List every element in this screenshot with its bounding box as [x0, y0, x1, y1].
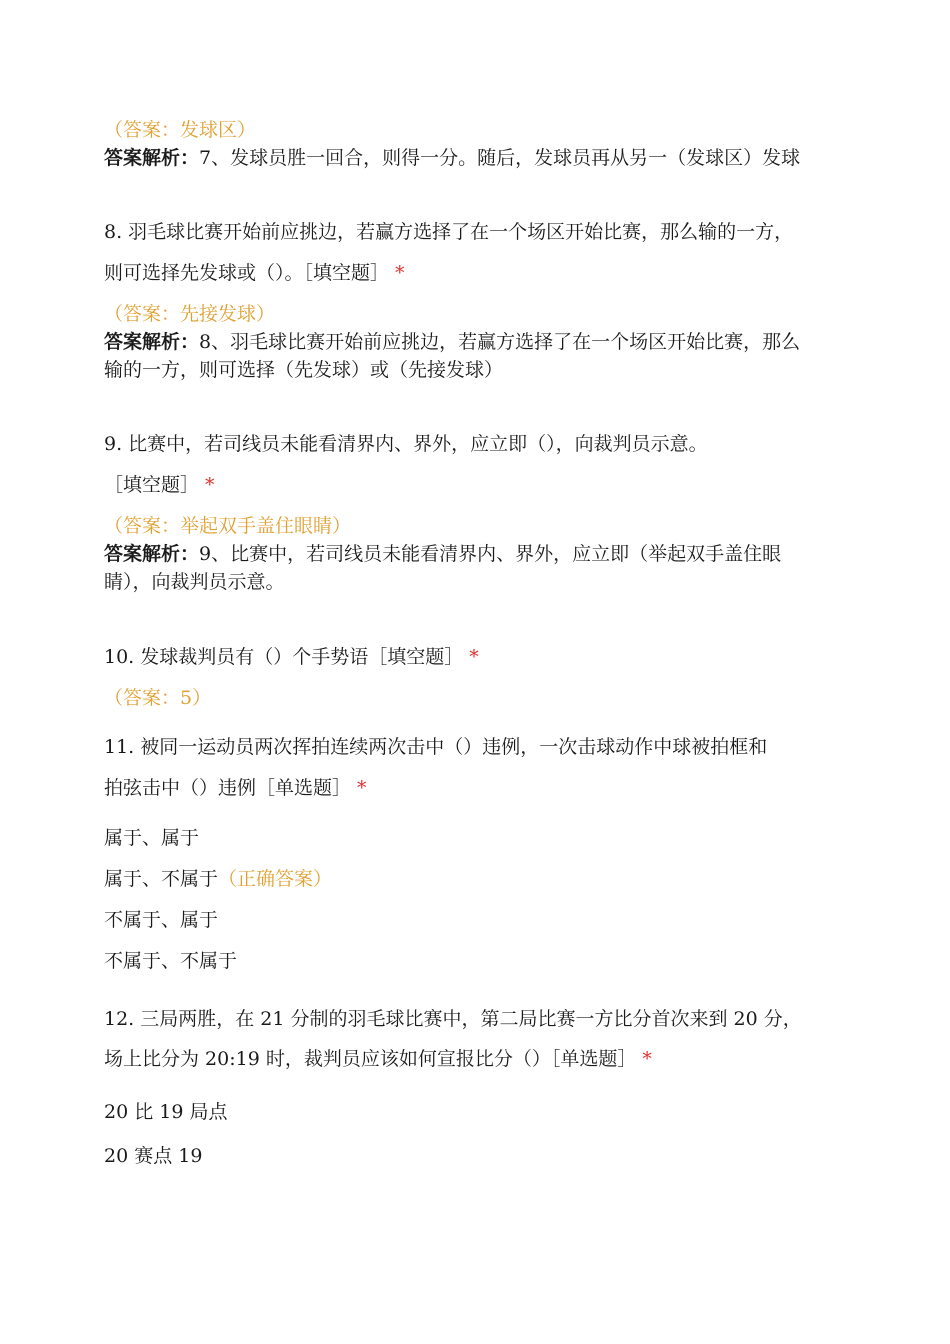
q11-option-2: [104, 866, 332, 892]
q9-explanation-line1: [104, 541, 781, 567]
q12-question-line1: 12. 三局两胜，在 21 分制的羽毛球比赛中，第二局比赛一方比分首次来到 20 分，: [104, 1008, 802, 1030]
q11-question-text: 拍弦击中（）违例［单选题］: [104, 777, 352, 799]
q12-question-line2: [104, 1046, 652, 1072]
q11-option-3: 不属于、属于: [104, 909, 219, 931]
q12-question-text: 场上比分为 20:19 时，裁判员应该如何宣报比分（）［单选题］: [104, 1048, 637, 1070]
explanation-label: 答案解析：: [104, 147, 200, 169]
q7-explanation: [104, 145, 800, 171]
required-star: *: [642, 1048, 652, 1070]
q11-question-line1: 11. 被同一运动员两次挥拍连续两次击中（）违例，一次击球动作中球被拍框和: [104, 736, 768, 758]
q8-explanation-line2: 输的一方，则可选择（先发球）或（先接发球）: [104, 359, 504, 381]
required-star: *: [395, 262, 405, 284]
q8-question-text: 则可选择先发球或（）。［填空题］: [104, 262, 390, 284]
q9-question-line1: 9. 比赛中，若司线员未能看清界内、界外，应立即（），向裁判员示意。: [104, 433, 708, 455]
q8-question-line1: 8. 羽毛球比赛开始前应挑边，若赢方选择了在一个场区开始比赛，那么输的一方，: [104, 221, 794, 243]
q10-question-line1: [104, 644, 479, 670]
explanation-label: 答案解析：: [104, 543, 200, 565]
q8-question-line2: [104, 260, 405, 286]
explanation-label: 答案解析：: [104, 331, 200, 353]
q9-question-line2: [104, 472, 215, 498]
q12-option-1: 20 比 19 局点: [104, 1101, 228, 1123]
q11-question-line2: [104, 775, 367, 801]
q8-explanation-line1: [104, 329, 800, 355]
q11-option-2-text: 属于、不属于: [104, 868, 219, 890]
q9-question-type: ［填空题］: [104, 474, 200, 496]
q10-answer: （答案：5）: [104, 687, 212, 709]
q7-answer: （答案：发球区）: [104, 119, 257, 141]
q8-answer: （答案：先接发球）: [104, 303, 276, 325]
required-star: *: [205, 474, 215, 496]
explanation-text: 8、羽毛球比赛开始前应挑边，若赢方选择了在一个场区开始比赛，那么: [199, 331, 801, 353]
required-star: *: [357, 777, 367, 799]
explanation-text: 7、发球员胜一回合，则得一分。随后，发球员再从另一（发球区）发球: [199, 147, 801, 169]
required-star: *: [469, 646, 479, 668]
q9-answer: （答案：举起双手盖住眼睛）: [104, 515, 352, 537]
q12-option-2: 20 赛点 19: [104, 1145, 203, 1167]
q10-question-text: 10. 发球裁判员有（）个手势语［填空题］: [104, 646, 464, 668]
explanation-text: 9、比赛中，若司线员未能看清界内、界外，应立即（举起双手盖住眼: [199, 543, 782, 565]
q9-explanation-line2: 睛），向裁判员示意。: [104, 571, 285, 593]
correct-answer-tag: （正确答案）: [218, 868, 333, 890]
q11-option-1: 属于、属于: [104, 827, 200, 849]
q11-option-4: 不属于、不属于: [104, 950, 238, 972]
